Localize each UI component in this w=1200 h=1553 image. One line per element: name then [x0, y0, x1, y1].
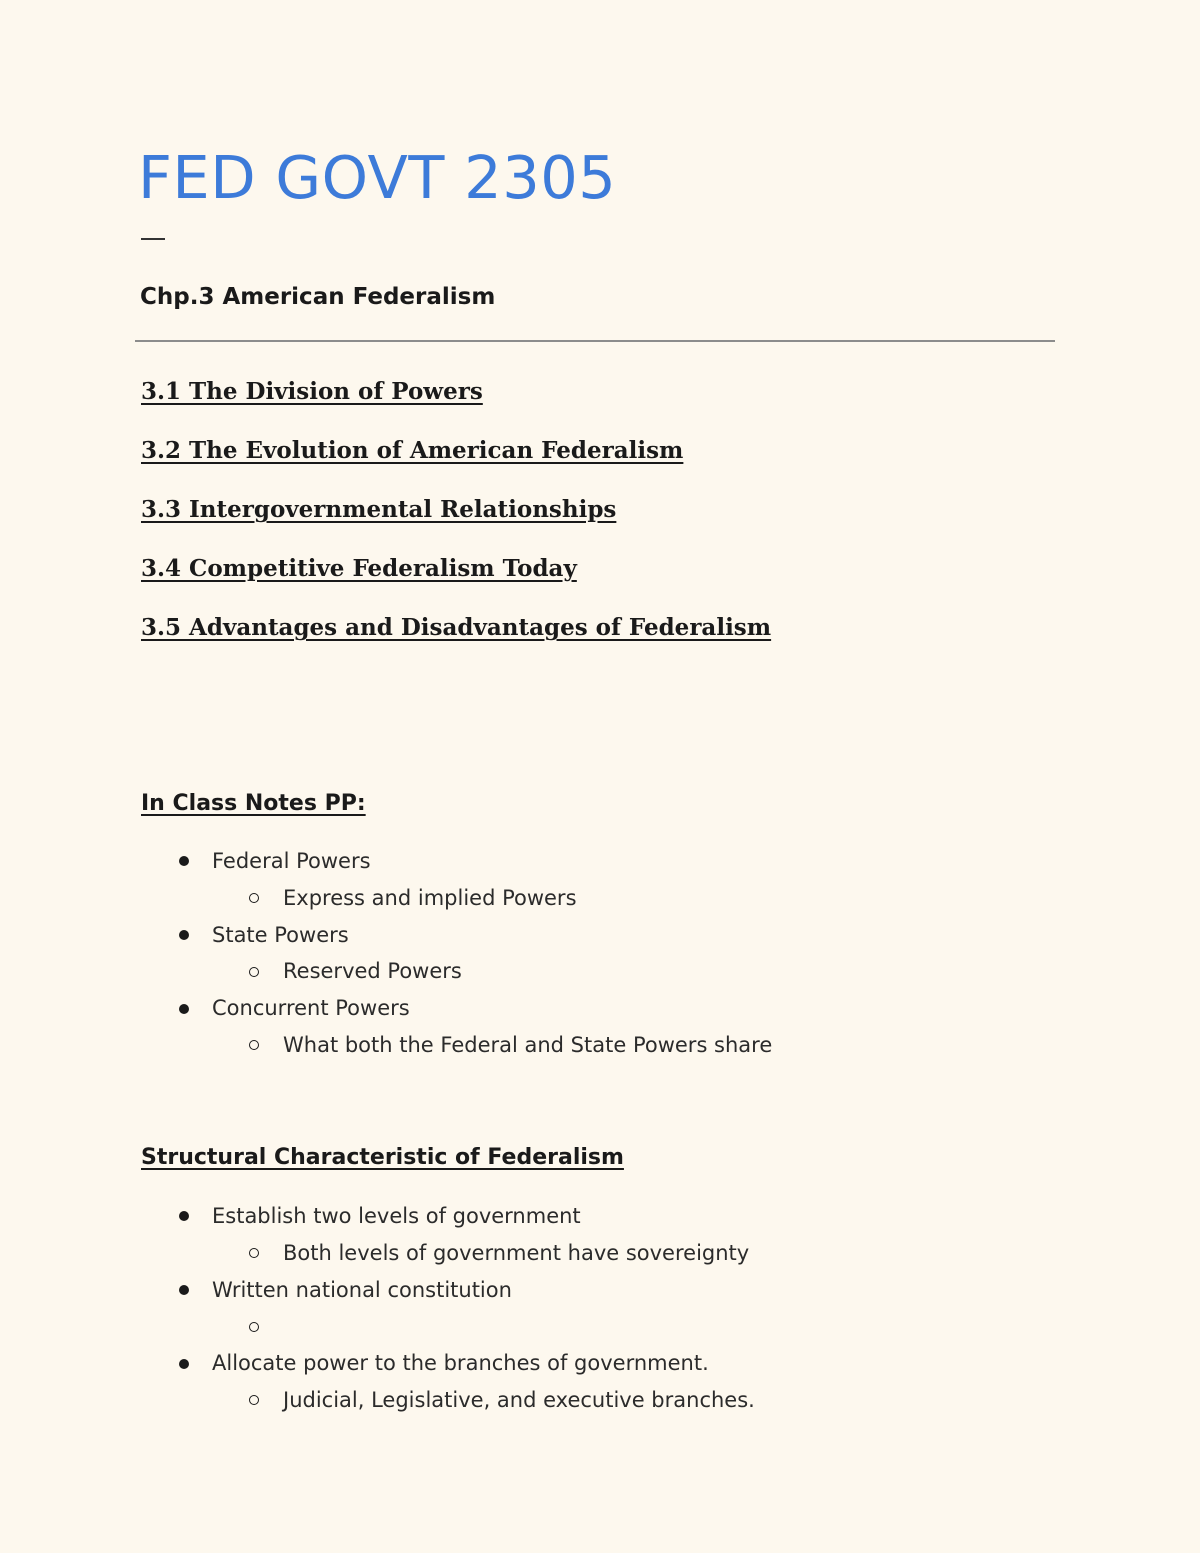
list-item: Judicial, Legislative, and executive branches. [0, 1382, 755, 1419]
bullet-disc-icon [179, 1359, 189, 1369]
table-of-contents [141, 374, 771, 669]
bullet-circle-icon [249, 967, 259, 977]
list-item: Reserved Powers [0, 953, 772, 990]
list-item: Written national constitution [0, 1272, 755, 1309]
title-dash-divider [141, 238, 165, 240]
toc-link-3-4[interactable]: 3.4 Competitive Federalism Today [141, 555, 577, 582]
page-title: FED GOVT 2305 [138, 143, 617, 212]
toc-link-3-1[interactable]: 3.1 The Division of Powers [141, 378, 483, 405]
list-item-empty [0, 1308, 755, 1345]
list-item: What both the Federal and State Powers share [0, 1027, 772, 1064]
list-item: Express and implied Powers [0, 880, 772, 917]
bullet-disc-icon [179, 1211, 189, 1221]
list-item: Concurrent Powers [0, 990, 772, 1027]
list-item: Allocate power to the branches of government. [0, 1345, 755, 1382]
structural-characteristic-heading: Structural Characteristic of Federalism [141, 1145, 624, 1170]
toc-item [141, 551, 771, 610]
bullet-circle-icon [249, 1248, 259, 1258]
toc-item [141, 610, 771, 669]
list-item: Federal Powers [0, 843, 772, 880]
structural-characteristic-list [0, 1198, 755, 1419]
toc-link-3-5[interactable]: 3.5 Advantages and Disadvantages of Federalism [141, 614, 772, 641]
list-item: State Powers [0, 917, 772, 954]
bullet-circle-icon [249, 1322, 259, 1332]
toc-link-3-3[interactable]: 3.3 Intergovernmental Relationships [141, 496, 617, 523]
bullet-disc-icon [179, 856, 189, 866]
toc-item [141, 433, 771, 492]
list-item: Establish two levels of government [0, 1198, 755, 1235]
toc-link-3-2[interactable]: 3.2 The Evolution of American Federalism [141, 437, 684, 464]
chapter-heading: Chp.3 American Federalism [140, 284, 496, 310]
toc-item [141, 492, 771, 551]
bullet-disc-icon [179, 1285, 189, 1295]
horizontal-rule [135, 340, 1055, 342]
bullet-disc-icon [179, 930, 189, 940]
toc-item [141, 374, 771, 433]
in-class-notes-heading: In Class Notes PP: [141, 791, 366, 816]
bullet-disc-icon [179, 1004, 189, 1014]
bullet-circle-icon [249, 893, 259, 903]
bullet-circle-icon [249, 1040, 259, 1050]
in-class-notes-list [0, 843, 772, 1064]
bullet-circle-icon [249, 1395, 259, 1405]
list-item: Both levels of government have sovereignty [0, 1235, 755, 1272]
